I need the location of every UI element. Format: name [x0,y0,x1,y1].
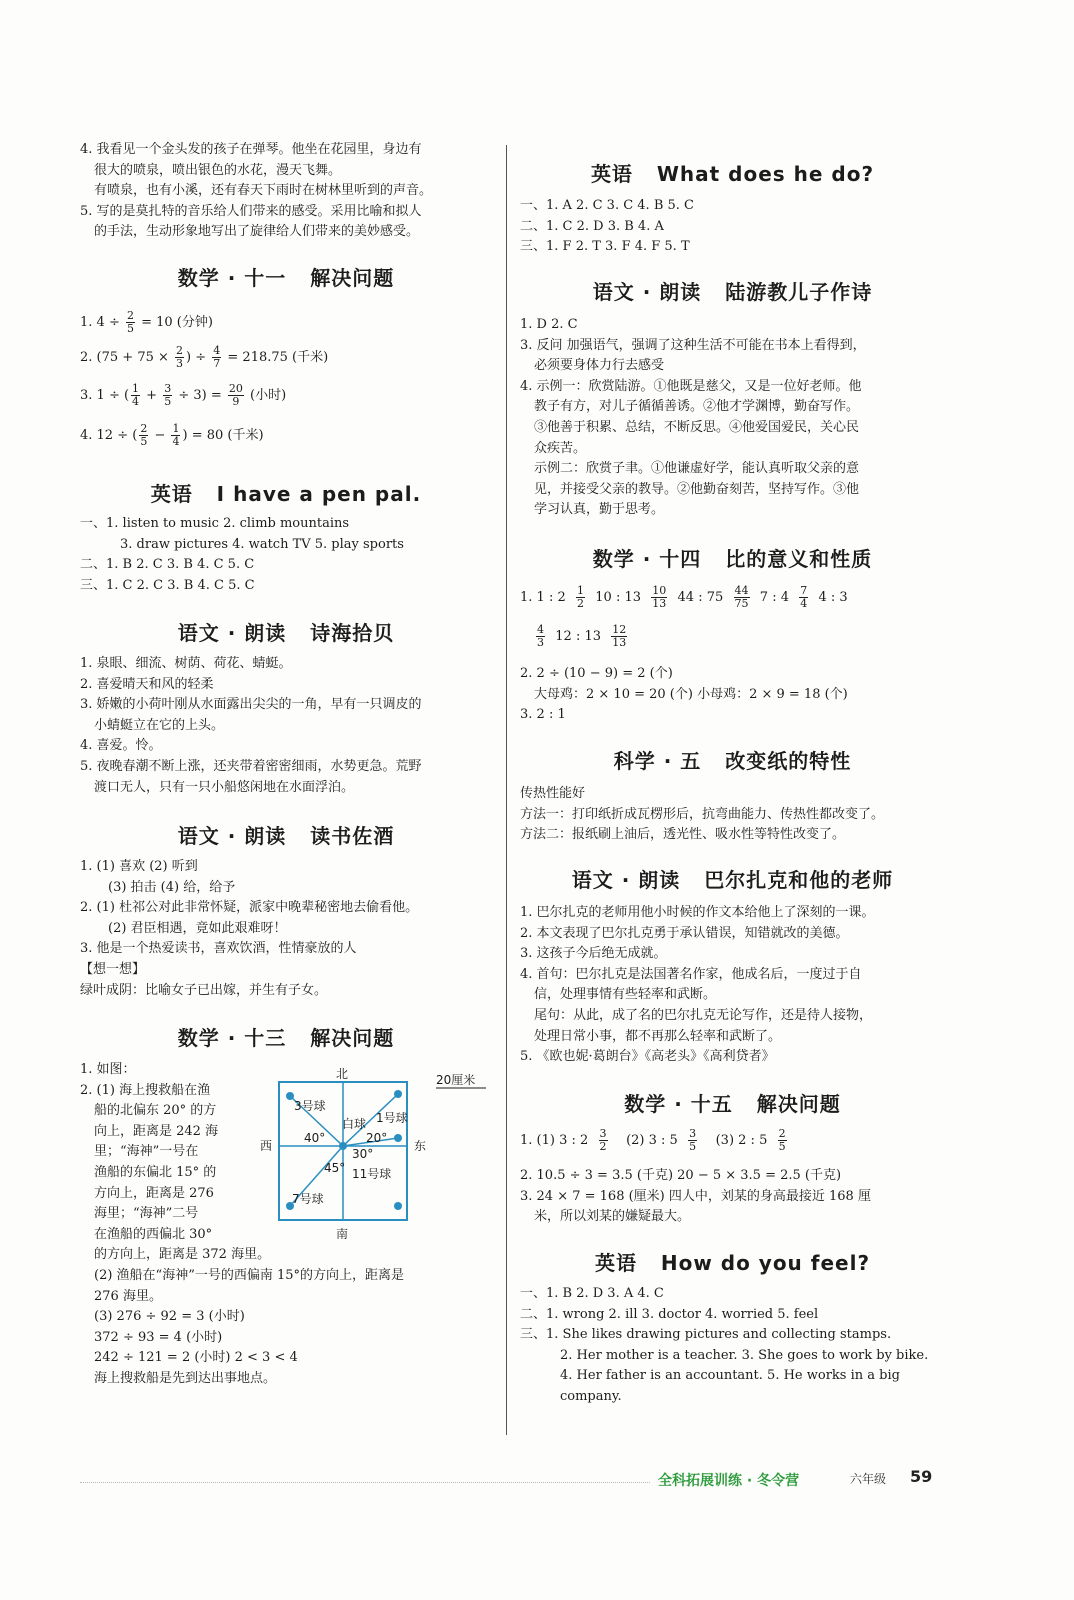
text-line: (2) 君臣相遇，竟如此艰难呀！ [108,920,287,936]
section-title-english-pen-pal: 英语 I have a pen pal. [150,482,422,506]
chinese-reading-answers [80,857,492,1001]
text-line: 示例二：欣赏子聿。①他谦虚好学，能认真听取父亲的意 [534,461,860,477]
text-line: 的手法，生动形象地写出了旋律给人们带来的美妙感受。 [94,224,420,240]
text-line: 在渔船的西偏北 30° [94,1226,213,1242]
text-line: 1. (1) 喜欢 (2) 听到 [80,859,198,874]
science-answers [520,784,945,846]
text-line: 方法一：打印纸折成瓦楞形后，抗弯曲能力、传热性都改变了。 [520,806,885,822]
section-title-chinese-luyou: 语文 · 朗读 陆游教儿子作诗 [592,280,873,304]
text-line: 1. 如图： [80,1062,136,1077]
west-label: 西 [260,1139,273,1153]
page-footer [80,1467,950,1510]
text-line: 三、1. F 2. T 3. F 4. F 5. T [520,239,690,255]
text-line: 必须要身体力行去感受 [534,358,665,374]
text-line: 一、1. listen to music 2. climb mountains [80,516,350,531]
math-line: 2. (75 + 75 × $\frac{2}{3}$ ) ÷ $\frac{4}{7}$ = 218.75 (千米) [80,344,329,370]
footer-grade: 六年级 [850,1472,887,1486]
ship1-label: 1号球 [376,1111,408,1125]
angle-label: 40° [304,1131,326,1145]
text-line: 船的北偏东 20° 的方 [94,1103,217,1119]
chinese-balzac-answers [520,903,945,1068]
text-line: 276 海里。 [94,1288,162,1304]
text-line: company. [560,1388,622,1404]
text-line: 二、1. B 2. C 3. B 4. C 5. C [80,557,255,573]
text-line: 4. 喜爱。怜。 [80,738,162,754]
text-line: 众疾苦。 [534,440,587,456]
text-line: 一、1. A 2. C 3. C 4. B 5. C [520,198,694,213]
text-line: 242 ÷ 121 = 2 (小时) 2 < 3 < 4 [94,1350,298,1366]
text-line: 尾句：从此，成了名的巴尔扎克无论写作，还是待人接物， [534,1007,873,1023]
text-line: 4. 示例一：欣赏陆游。①他既是慈父，又是一位好老师。他 [520,378,862,394]
text-line: 3. draw pictures 4. watch TV 5. play sports [120,536,404,552]
text-line: 1. 巴尔扎克的老师用他小时候的作文本给他上了深刻的一课。 [520,905,875,920]
section-title-english-job: 英语 What does he do? [590,162,875,186]
angle-label: 30° [352,1147,374,1161]
text-line: 【想一想】 [80,961,146,977]
point-marker [394,1090,402,1098]
text-line: 方法二：报纸刷上油后，透光性、吸水性等特性改变了。 [520,827,846,843]
text-line: 4. Her father is an accountant. 5. He works in a big [560,1368,900,1384]
text-line: 372 ÷ 93 = 4 (小时) [94,1329,223,1345]
ship11-label: 11号球 [352,1167,392,1181]
text-line: 5. 写的是莫扎特的音乐给人们带来的感受。采用比喻和拟人 [80,203,422,219]
text-line: 向上，距离是 242 海 [94,1123,219,1139]
math-14-answers [520,664,945,726]
text-line: 3. 24 × 7 = 168 (厘米) 四人中，刘某的身高最接近 168 厘 [520,1188,871,1204]
text-line: (3) 276 ÷ 92 = 3 (小时) [94,1309,245,1325]
text-line: 2. Her mother is a teacher. 3. She goes to work by bike. [560,1347,929,1363]
text-line: 一、1. B 2. D 3. A 4. C [520,1286,664,1301]
math-line: $\frac{4}{3}$ 12 : 13 $\frac{12}{13}$ [537,623,627,649]
text-line: 二、1. C 2. D 3. B 4. A [520,218,664,234]
north-label: 北 [336,1067,349,1081]
math-line: 4. 12 ÷ ( $\frac{2}{5}$ − $\frac{1}{4}$ ) = 80 (千米) [80,422,264,448]
column-divider [506,145,507,1435]
text-line: 处理日常小事，都不再那么轻率和武断了。 [534,1028,782,1044]
text-line: 小蜻蜓立在它的上头。 [94,717,225,733]
text-line: 传热性能好 [520,786,586,801]
text-line: (3) 拍击 (4) 给，给予 [108,879,236,895]
page-number: 59 [910,1467,933,1486]
text-line: 米，所以刘某的嫌疑最大。 [534,1209,691,1225]
text-line: 5. 《欧也妮·葛朗台》《高老头》《高利贷者》 [520,1049,775,1065]
chinese-luyou-answers [520,315,945,521]
text-line: 方向上，距离是 276 [94,1185,214,1201]
section-title-english-feel: 英语 How do you feel? [594,1251,871,1275]
point-marker [394,1202,402,1210]
text-line: 3. 反问 加强语气，强调了这种生活不可能在书本上看得到， [520,337,866,353]
text-line: 2. (1) 杜祁公对此非常怀疑，派家中晚辈秘密地去偷看他。 [80,900,419,916]
section-title-chinese-balzac: 语文 · 朗读 巴尔扎克和他的老师 [571,868,894,892]
point-marker [394,1134,402,1142]
position-diagram [260,1067,494,1241]
english-answers [80,514,492,596]
section-title-math-11: 数学 · 十一 解决问题 [177,266,395,290]
text-line: 3. 他是一个热爱读书，喜欢饮酒，性情豪放的人 [80,941,357,957]
math-line: 1. 4 ÷ $\frac{2}{5}$ = 10 (分钟) [80,309,213,335]
ship7-label: 7号球 [292,1192,324,1206]
text-line: 4. 首句：巴尔扎克是法国著名作家，他成名后，一度过于自 [520,966,862,982]
section-title-chinese-reading: 语文 · 朗读 读书佐酒 [177,824,395,848]
text-line: 渔船的东偏北 15° 的 [94,1164,217,1180]
text-line: 信，处理事情有些轻率和武断。 [534,987,717,1003]
text-line: 学习认真，勤于思考。 [534,502,665,518]
point-marker [339,1142,347,1150]
text-line: 2. (1) 海上搜救船在渔 [80,1082,211,1098]
footer-brand: 全科拓展训练 · 冬令营 [658,1473,800,1489]
text-line: 绿叶成阴：比喻女子已出嫁，并生有子女。 [80,982,328,998]
text-line: 1. 泉眼、细流、树荫、荷花、蜻蜓。 [80,656,292,671]
section-title-math-14: 数学 · 十四 比的意义和性质 [592,547,873,571]
text-line: 3. 这孩子今后绝无成就。 [520,946,667,962]
scale-label: 20厘米 [436,1073,476,1087]
text-line: 2. 本文表现了巴尔扎克勇于承认错误，知错就改的美德。 [520,925,849,941]
text-line: 大母鸡：2 × 10 = 20 (个) 小母鸡：2 × 9 = 18 (个) [534,686,848,702]
text-line: 4. 我看见一个金头发的孩子在弹琴。他坐在花园里，身边有 [80,142,422,157]
south-label: 南 [336,1227,349,1241]
text-line: 海里；“海神”二号 [94,1206,199,1222]
east-label: 东 [414,1139,427,1153]
section-title-math-15: 数学 · 十五 解决问题 [624,1092,841,1116]
english-feel-answers [520,1284,945,1408]
text-line: 海上搜救船是先到达出事地点。 [94,1370,277,1386]
english-job-answers [520,196,945,258]
point-marker [286,1092,294,1100]
text-line: 2. 喜爱晴天和风的轻柔 [80,676,214,692]
section-title-science-5: 科学 · 五 改变纸的特性 [613,749,852,773]
chinese-poetry-answers [80,654,492,798]
section-title-chinese-poetry: 语文 · 朗读 诗海拾贝 [177,621,395,645]
intro-answers [80,140,492,243]
math-line: 1. (1) 3 : 2 $\frac{3}{2}$ (2) 3 : 5 $\frac{3}{5}$ (3) 2 : 5 $\frac{2}{5}$ [520,1127,786,1153]
angle-label: 20° [366,1131,388,1145]
math-line: 1. 1 : 2 $\frac{1}{2}$ 10 : 13 $\frac{10}{13}$ 44 : 75 $\frac{44}{75}$ 7 : 4 $\frac{7}{4}$ 4 : 3 [520,584,848,610]
text-line: 二、1. wrong 2. ill 3. doctor 4. worried 5. feel [520,1306,819,1322]
text-line: 2. 10.5 ÷ 3 = 3.5 (千克) 20 − 5 × 3.5 = 2.5 (千克) [520,1168,842,1183]
ship3-label: 3号球 [294,1099,326,1113]
text-line: 教子有方，对儿子循循善诱。②他才学渊博，勤奋写作。 [534,399,860,415]
text-line: ③他善于积累、总结，不断反思。④他爱国爱民，关心民 [534,419,860,435]
text-line: 3. 娇嫩的小荷叶刚从水面露出尖尖的一角，早有一只调皮的 [80,697,422,713]
text-line: 3. 2 : 1 [520,707,566,723]
text-line: 三、1. C 2. C 3. B 4. C 5. C [80,577,255,593]
text-line: 的方向上，距离是 372 海里。 [94,1247,271,1263]
text-line: 有喷泉，也有小溪，还有春天下雨时在树林里听到的声音。 [94,183,433,199]
math-line: 3. 1 ÷ ( $\frac{1}{4}$ + $\frac{3}{5}$ ÷ 3) = $\frac{20}{9}$ (小时) [80,382,287,408]
text-line: 2. 2 ÷ (10 − 9) = 2 (个) [520,666,673,681]
text-line: 渡口无人，只有一只小船悠闲地在水面浮泊。 [94,779,355,795]
footer-rule [80,1482,650,1483]
text-line: 1. D 2. C [520,317,578,332]
angle-label: 45° [324,1161,346,1175]
text-line: (2) 渔船在“海神”一号的西偏南 15°的方向上，距离是 [94,1267,405,1283]
text-line: 见，并接受父亲的教导。②他勤奋刻苦，坚持写作。③他 [534,481,860,497]
text-line: 里；“海神”一号在 [94,1144,199,1160]
section-title-math-13: 数学 · 十三 解决问题 [177,1026,395,1050]
text-line: 三、1. She likes drawing pictures and collecting stamps. [520,1327,892,1343]
text-line: 很大的喷泉，喷出银色的水花，漫天飞舞。 [94,162,342,178]
text-line: 5. 夜晚春潮不断上涨，还夹带着密密细雨，水势更急。荒野 [80,758,422,774]
math-15-answers [520,1166,945,1228]
white-ball-label: 白球 [342,1117,367,1131]
